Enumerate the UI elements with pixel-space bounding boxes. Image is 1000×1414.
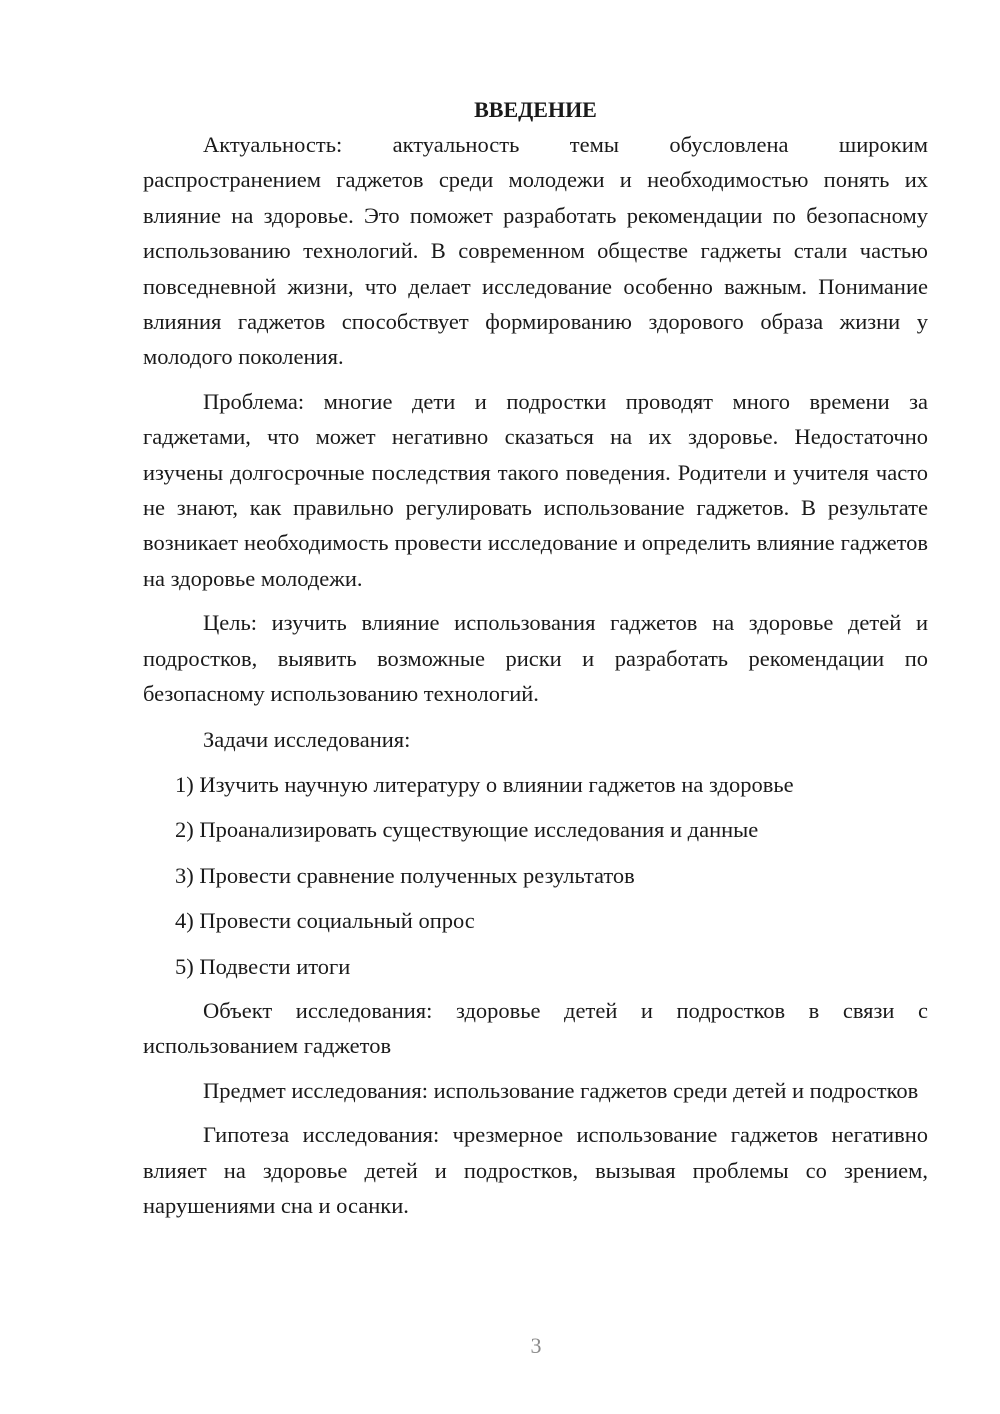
- problem-paragraph: Проблема: многие дети и подростки проводят много времени за гаджетами, что может негативно сказаться на их здоровье. Недостаточно изучены долгосрочные последствия такого поведения. Родители и учителя часто не знают, как правильно регулировать использование гаджетов. В результате возникает необходимость провести исследование и определить влияние гаджетов на здоровье молодежи.: [143, 388, 928, 591]
- task-item: 4) Провести социальный опрос: [175, 908, 475, 934]
- task-item: 2) Проанализировать существующие исследования и данные: [175, 817, 759, 843]
- goal-paragraph: Цель: изучить влияние использования гаджетов на здоровье детей и подростков, выявить возможные риски и разработать рекомендации по безопасному использованию технологий.: [143, 610, 928, 707]
- task-item: 1) Изучить научную литературу о влиянии гаджетов на здоровье: [175, 771, 794, 797]
- object-paragraph: Объект исследования: здоровье детей и подростков в связи с использованием гаджетов: [143, 997, 928, 1059]
- task-item: 5) Подвести итоги: [175, 953, 351, 979]
- relevance-paragraph: Актуальность: актуальность темы обусловлена широким распространением гаджетов среди молодежи и необходимостью понять их влияние на здоровье. Это поможет разработать рекомендации по безопасному использованию технологий. В современном обществе гаджеты стали частью повседневной жизни, что делает исследование особенно важным. Понимание влияния гаджетов способствует формированию здорового образа жизни у молодого поколения.: [143, 132, 928, 370]
- page-title: ВВЕДЕНИЕ: [474, 97, 597, 122]
- page-number: 3: [530, 1333, 542, 1358]
- task-item: 3) Провести сравнение полученных результатов: [175, 862, 635, 888]
- tasks-heading: Задачи исследования:: [203, 726, 411, 752]
- task-list: [143, 767, 928, 984]
- document-page: [143, 92, 928, 1223]
- hypothesis-paragraph: Гипотеза исследования: чрезмерное использование гаджетов негативно влияет на здоровье детей и подростков, вызывая проблемы со зрением, нарушениями сна и осанки.: [143, 1122, 928, 1218]
- subject-paragraph: Предмет исследования: использование гаджетов среди детей и подростков: [203, 1077, 919, 1103]
